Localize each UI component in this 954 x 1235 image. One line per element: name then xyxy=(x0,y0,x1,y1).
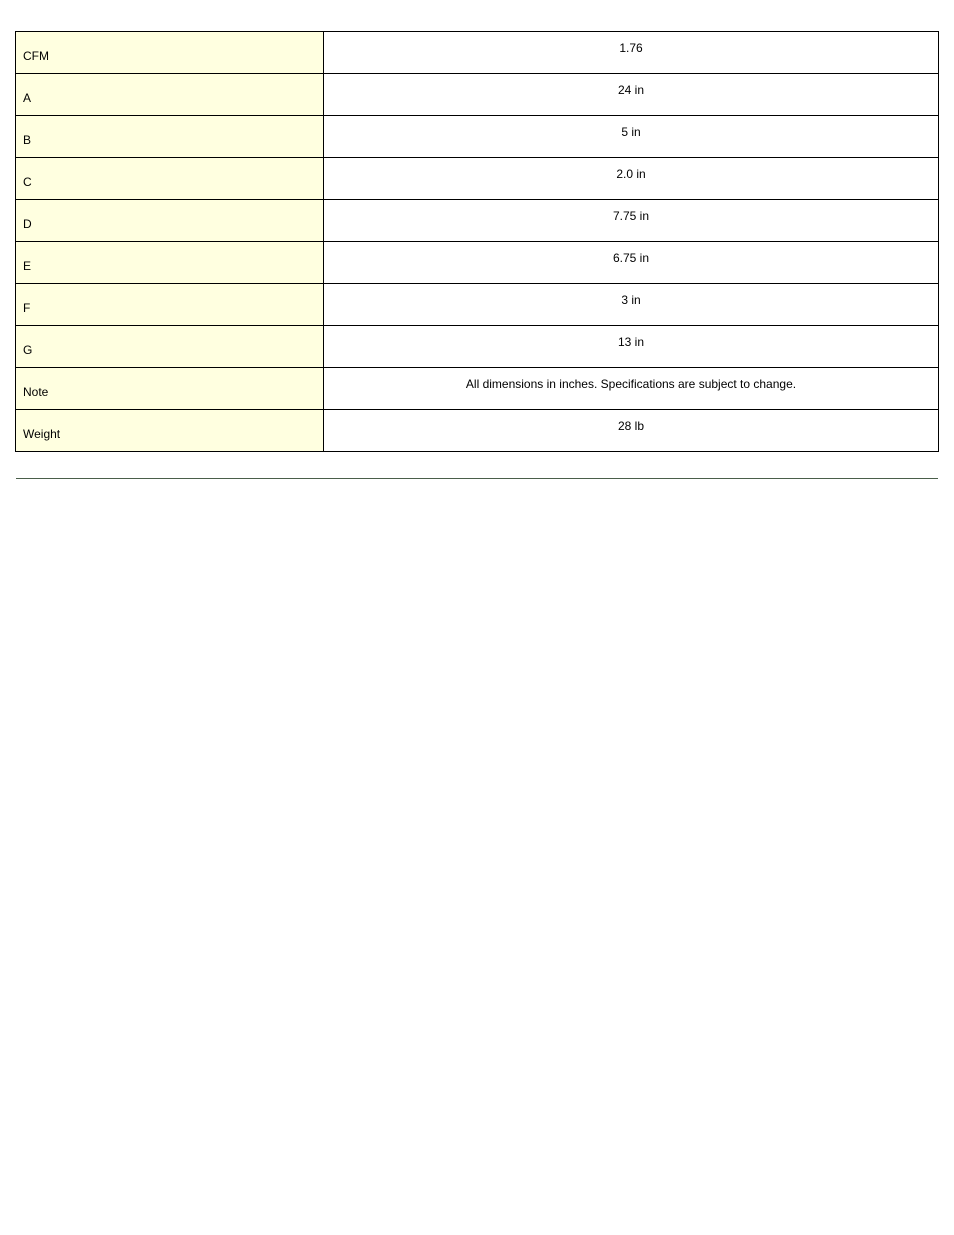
row-label-note: Note xyxy=(16,368,324,410)
specifications-table-body xyxy=(16,32,939,452)
table-row xyxy=(16,410,939,452)
row-value-g: 13 in xyxy=(324,326,939,368)
table-row xyxy=(16,74,939,116)
horizontal-divider xyxy=(16,478,938,479)
table-row xyxy=(16,326,939,368)
table-row xyxy=(16,284,939,326)
row-label-g: G xyxy=(16,326,324,368)
row-value-e: 6.75 in xyxy=(324,242,939,284)
table-row xyxy=(16,116,939,158)
row-value-cfm: 1.76 xyxy=(324,32,939,74)
row-value-a: 24 in xyxy=(324,74,939,116)
row-value-weight: 28 lb xyxy=(324,410,939,452)
row-value-note: All dimensions in inches. Specifications are subject to change. xyxy=(324,368,939,410)
row-value-c: 2.0 in xyxy=(324,158,939,200)
row-label-e: E xyxy=(16,242,324,284)
row-label-cfm: CFM xyxy=(16,32,324,74)
table-row xyxy=(16,32,939,74)
row-value-f: 3 in xyxy=(324,284,939,326)
row-label-weight: Weight xyxy=(16,410,324,452)
row-label-b: B xyxy=(16,116,324,158)
table-row xyxy=(16,200,939,242)
table-row xyxy=(16,158,939,200)
row-label-d: D xyxy=(16,200,324,242)
row-label-c: C xyxy=(16,158,324,200)
row-label-f: F xyxy=(16,284,324,326)
specifications-table xyxy=(15,31,939,452)
row-value-b: 5 in xyxy=(324,116,939,158)
row-value-d: 7.75 in xyxy=(324,200,939,242)
table-row xyxy=(16,242,939,284)
row-label-a: A xyxy=(16,74,324,116)
table-row xyxy=(16,368,939,410)
